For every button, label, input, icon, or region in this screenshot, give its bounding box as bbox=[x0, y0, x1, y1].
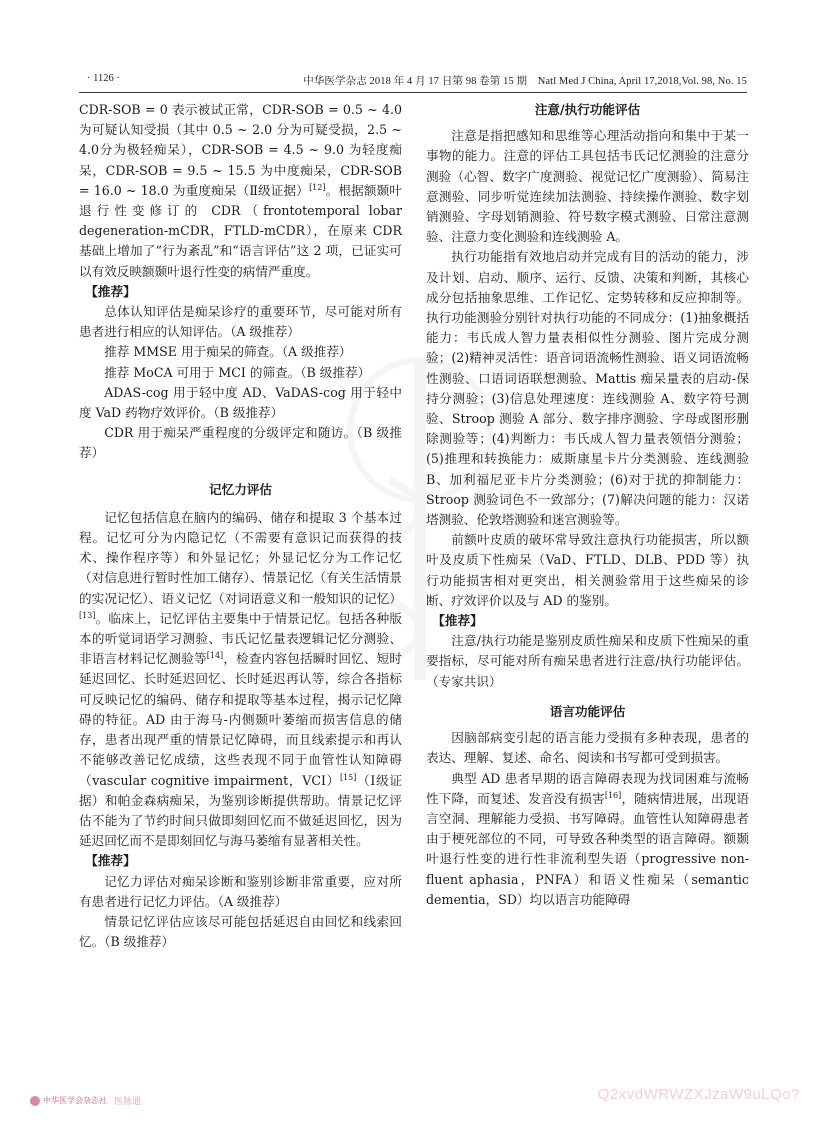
ref-15: [15] bbox=[339, 772, 357, 782]
ref-12: [12] bbox=[309, 182, 326, 192]
language-paragraph-ad: 典型 AD 患者早期的语言障碍表现为找词困难与流畅性下降，而复述、发音没有损害[16]，随病情进展，出现语言空洞、理解能力受损、书写障碍。血管性认知障碍患者由于梗死部位的不同，可导致各种类型的语言障碍。额颞叶退行性变的进行性非流利型失语（progressive non-fluent aphasia，PNFA）和语义性痴呆（semantic dementia，SD）均以语言功能障碍 bbox=[426, 770, 750, 907]
recommendation-item: 情景记忆评估应该尽可能包括延迟自由回忆和线索回忆。（B 级推荐） bbox=[79, 913, 402, 950]
recommendation-item: 推荐 MoCA 可用于 MCI 的筛查。（B 级推荐） bbox=[104, 364, 371, 380]
section-title-memory: 记忆力评估 bbox=[209, 481, 272, 497]
brand-name: 医脉通 bbox=[114, 1097, 142, 1107]
recommendation-item: CDR 用于痴呆严重程度的分级评定和随访。（B 级推荐） bbox=[79, 425, 402, 461]
section-title-language: 语言功能评估 bbox=[549, 703, 626, 719]
watermark-text: Q2xvdWRWZXJzaW9uLQo? bbox=[597, 1086, 800, 1103]
section-title-attention: 注意/执行功能评估 bbox=[534, 102, 641, 117]
journal-citation: 中华医学杂志 2018 年 4 月 17 日第 98 卷第 15 期 Natl Med J China, April 17,2018,Vol. 98, No. 15 bbox=[303, 76, 747, 87]
recommendation-item: 推荐 MMSE 用于痴呆的筛查。（A 级推荐） bbox=[104, 344, 352, 360]
left-column bbox=[79, 100, 402, 952]
page-number: · 1126 · bbox=[87, 73, 120, 84]
executive-paragraph: 执行功能指有效地启动并完成有目的活动的能力，涉及计划、启动、顺序、运行、反馈、决策和判断，其核心成分包括抽象思维、工作记忆、定势转移和反应抑制等。执行功能测验分别针对执行功能的不同成分：(1)抽象概括能力：韦氏成人智力量表相似性分测验、图片完成分测验；(2)精神灵活性：语音词语流畅性测验、语义词语流畅性测验、口语词语联想测验、Mattis 痴呆量表的启动-保持分测验；(3)信息处理速度：连线测验 A、数字符号测验、Stroop 测验 A 部分、数字排序测验、字母或图形删除测验等；(4)判断力：韦氏成人智力量表领悟分测验；(5)推理和转换能力：威斯康星卡片分类测验、连线测验 B、加利福尼亚卡片分类测验；(6)对于扰的抑制能力：Stroop 测验词色不一致部分；(7)解决问题的能力：汉诺塔测验、伦敦塔测验和迷宫测验等。 bbox=[426, 249, 749, 528]
running-header bbox=[79, 70, 747, 93]
recommendation-item: 记忆力评估对痴呆诊断和鉴别诊断非常重要，应对所有患者进行记忆力评估。（A 级推荐） bbox=[79, 873, 402, 909]
publisher-emblem-icon bbox=[30, 1096, 40, 1106]
recommendation-item: ADAS-cog 用于轻中度 AD、VaDAS-cog 用于轻中度 VaD 药物疗效评价。（B 级推荐） bbox=[79, 384, 402, 421]
recommendation-item: 注意/执行功能是鉴别皮质性痴呆和皮质下性痴呆的重要指标，尽可能对所有痴呆患者进行注意/执行功能评估。（专家共识） bbox=[426, 633, 749, 689]
recommendation-label: 【推荐】 bbox=[432, 613, 483, 629]
ref-16: [16] bbox=[604, 790, 622, 800]
prefrontal-paragraph: 前额叶皮质的破坏常导致注意执行功能损害，所以额叶及皮质下性痴呆（VaD、FTLD、DLB、PDD 等）执行功能损害相对更突出，相关测验常用于这些痴呆的诊断、疗效评价以及与 AD 的鉴别。 bbox=[426, 532, 749, 608]
recommendation-item: 总体认知评估是痴呆诊疗的重要环节，尽可能对所有患者进行相应的认知评估。（A 级推荐） bbox=[79, 304, 402, 340]
recommendation-label: 【推荐】 bbox=[85, 283, 136, 299]
language-paragraph: 因脑部病变引起的语言能力受损有多种表现，患者的表达、理解、复述、命名、阅读和书写都可受到损害。 bbox=[426, 730, 749, 766]
page-footer bbox=[30, 1086, 810, 1114]
cdr-paragraph: CDR-SOB = 0 表示被试正常，CDR-SOB = 0.5 ~ 4.0 为可疑认知受损（其中 0.5 ~ 2.0 分为可疑受损，2.5 ~ 4.0分为极轻痴呆），CDR-SOB = 4.5 ~ 9.0 为轻度痴呆，CDR-SOB = 9.5 ~ 15.5 为中度痴呆，CDR-SOB = 16.0 ~ 18.0 为重度痴呆（Ⅱ级证据）[12]。根据额颞叶退行性变修订的 CDR（frontotemporal lobar degeneration-mCDR，FTLD-mCDR），在原来 CDR 基础上增加了“行为紊乱”和“语言评估”这 2 项，已证实可以有效反映额颞叶退行性变的病情严重度。 bbox=[79, 102, 402, 279]
right-column bbox=[426, 100, 749, 910]
recommendation-label: 【推荐】 bbox=[85, 853, 136, 869]
publisher-logo bbox=[30, 1094, 141, 1107]
ref-14: [14] bbox=[206, 651, 224, 661]
memory-paragraph: 记忆包括信息在脑内的编码、储存和提取 3 个基本过程。记忆可分为内隐记忆（不需要有意识记而获得的技术、操作程序等）和外显记忆；外显记忆分为工作记忆（对信息进行暂时性加工储存）、情景记忆（有关生活情景的实况记忆）、语义记忆（对词语意义和一般知识的记忆）[13]。临床上，记忆评估主要集中于情景记忆。包括各种版本的听觉词语学习测验、韦氏记忆量表逻辑记忆分测验、非语言材料记忆测验等[14]，检查内容包括瞬时回忆、短时延迟回忆、长时延迟回忆、长时延迟再认等，综合各指标可反映记忆的编码、储存和提取等基本过程，揭示记忆障碍的特征。AD 由于海马-内侧颞叶萎缩而损害信息的储存，患者出现严重的情景记忆障碍，而且线索提示和再认不能够改善记忆成绩，这些表现不同于血管性认知障碍（vascular cognitive impairment，VCI）[15]（Ⅰ级证据）和帕金森病痴呆，为鉴别诊断提供帮助。情景记忆评估不能为了节约时间只做即刻回忆而不做延迟回忆，因为延迟回忆而不是即刻回忆与海马萎缩有显著相关性。 bbox=[79, 509, 403, 849]
ref-13: [13] bbox=[79, 610, 96, 620]
publisher-name: 中华医学会杂志社 bbox=[43, 1096, 107, 1105]
attention-paragraph: 注意是指把感知和思维等心理活动指向和集中于某一事物的能力。注意的评估工具包括韦氏记忆测验的注意分测验（心智、数字广度测验、视觉记忆广度测验）、简易注意测验、同步听觉连续加法测验、持续操作测验、数字划销测验、字母划销测验、符号数字模式测验、日常注意测验、注意力变化测验和连线测验 A。 bbox=[426, 128, 749, 245]
